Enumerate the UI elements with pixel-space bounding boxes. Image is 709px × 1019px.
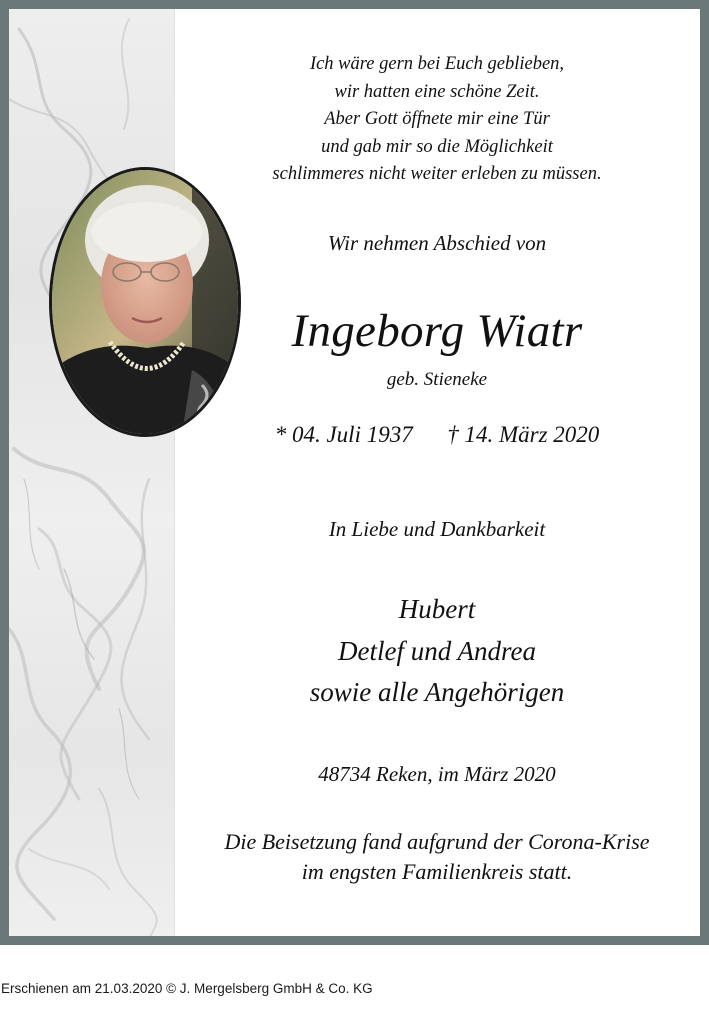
poem-line: Aber Gott öffnete mir eine Tür (324, 109, 550, 129)
poem (174, 51, 700, 189)
mourner-line: sowie alle Angehörigen (309, 677, 565, 707)
deceased-name: Ingeborg Wiatr (291, 305, 583, 357)
poem-line: und gab mir so die Möglichkeit (321, 136, 553, 157)
burial-note-line: Die Beisetzung fand aufgrund der Corona-Krise (224, 829, 650, 854)
poem-line: schlimmeres nicht weiter erleben zu müssen. (272, 164, 602, 184)
life-dates: * 04. Juli 1937 † 14. März 2020 (274, 422, 600, 447)
thanks-line: In Liebe und Dankbarkeit (328, 517, 546, 541)
poem-line: wir hatten eine schöne Zeit. (334, 81, 540, 102)
mourner-line: Hubert (398, 594, 476, 624)
farewell-lead: Wir nehmen Abschied von (327, 231, 547, 255)
mourner-line: Detlef und Andrea (338, 635, 536, 666)
mourners-list (174, 589, 700, 714)
marble-panel (9, 9, 175, 936)
publication-footer: Erschienen am 21.03.2020 © J. Mergelsberg GmbH & Co. KG (1, 981, 373, 996)
place-date: 48734 Reken, im März 2020 (318, 762, 556, 786)
portrait-photo (49, 167, 241, 437)
marble-veins (9, 9, 174, 939)
maiden-name: geb. Stieneke (386, 369, 488, 390)
burial-note (174, 827, 700, 887)
burial-note-line: im engsten Familienkreis statt. (301, 859, 573, 884)
poem-line: Ich wäre gern bei Euch geblieben, (309, 54, 565, 74)
